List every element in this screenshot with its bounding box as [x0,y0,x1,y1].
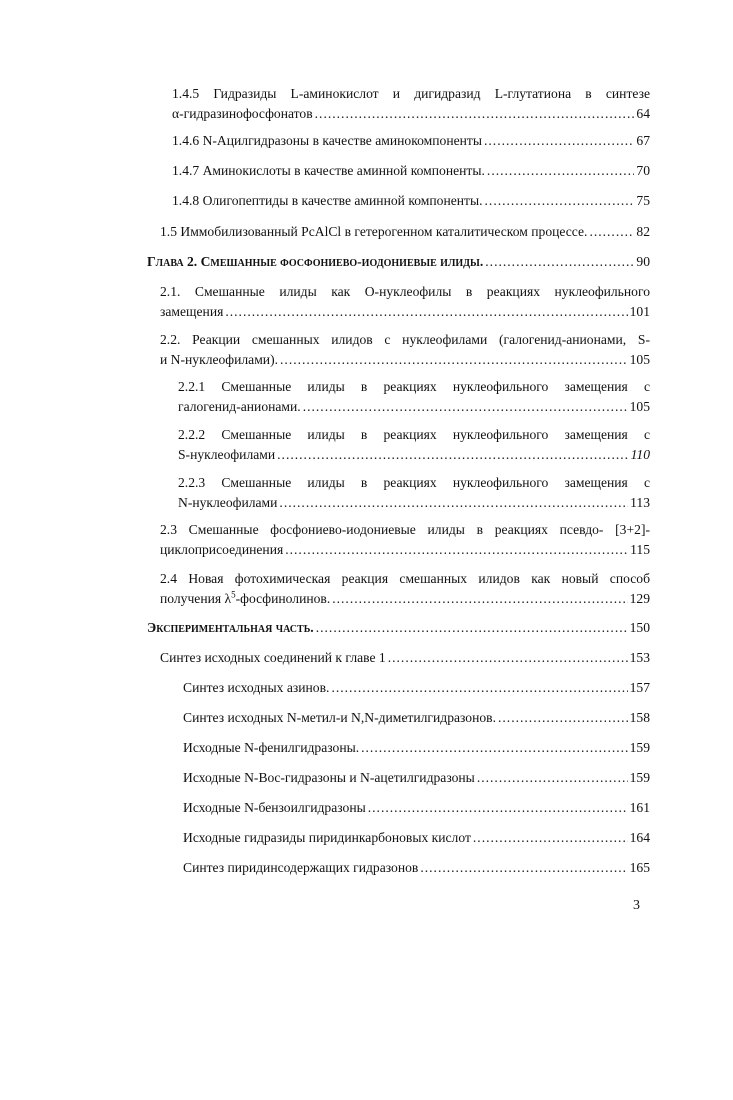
toc-entry-2-2-2 [178,425,650,465]
toc-entry-line2: α-гидразинофосфонатов [172,106,313,121]
leader-dots [368,798,628,818]
toc-entry-title: Синтез пиридинсодержащих гидразонов [183,860,419,875]
toc-entry-title: 1.5 Иммобилизованный PcAlCl в гетерогенном каталитическом процессе. [160,224,588,239]
toc-page-number: 75 [636,193,650,208]
toc-page-number: 110 [630,447,650,462]
toc-synthesis-methylhydrazones [183,708,650,728]
toc-entry-line1: 2.1. Смешанные илиды как О-нуклеофилы в реакциях нуклеофильного [160,284,650,299]
toc-entry-line2: и N-нуклеофилами). [160,352,279,367]
leader-dots [277,445,628,465]
toc-page-number: 150 [629,620,650,635]
leader-dots [225,302,627,322]
toc-synthesis-ch1 [160,648,650,668]
leader-dots [331,678,627,698]
toc-entry-1-4-7 [172,161,650,181]
toc-synthesis-azines [183,678,650,698]
toc-benzoylhydrazones [183,798,650,818]
leader-dots [285,540,628,560]
toc-entry-line1: 2.3 Смешанные фосфониево-иодониевые илиды в реакциях псевдо- [3+2]- [160,522,650,537]
toc-page-number: 115 [630,542,650,557]
superscript: 5 [231,589,236,600]
toc-entry-line1: 1.4.5 Гидразиды L-аминокислот и дигидразид L-глутатиона в синтезе [172,86,650,101]
toc-chapter-2 [147,252,650,272]
toc-page-number: 90 [636,254,650,269]
toc-entry-title: Исходные N-фенилгидразоны. [183,740,360,755]
toc-entry-line1: 2.2.3 Смешанные илиды в реакциях нуклеофильного замещения с [178,475,650,490]
toc-entry-line2 [160,589,330,609]
leader-dots [589,222,634,242]
leader-dots [498,708,628,728]
toc-entry-line2: галогенид-анионами. [178,399,301,414]
toc-entry-2-2-3 [178,473,650,513]
toc-page-number: 153 [629,650,650,665]
toc-entry-line2: циклоприсоединения [160,542,284,557]
toc-entry-line2: N-нуклеофилами [178,495,278,510]
toc-entry-1-4-8 [172,191,650,211]
toc-entry-2-3 [160,520,650,560]
leader-dots [487,161,634,181]
leader-dots [473,828,628,848]
toc-entry-2-2 [160,330,650,370]
toc-page-number: 161 [629,800,650,815]
toc-page-number: 159 [629,770,650,785]
leader-dots [477,768,628,788]
line2-prefix: получения λ [160,591,232,606]
toc-entry-line1: 2.2.2 Смешанные илиды в реакциях нуклеофильного замещения с [178,427,650,442]
toc-page-number: 82 [636,224,650,239]
toc-phenylhydrazones [183,738,650,758]
toc-page-number: 64 [636,106,650,121]
toc-entry-2-2-1 [178,377,650,417]
leader-dots [420,858,627,878]
toc-entry-line2: замещения [160,304,224,319]
leader-dots [484,131,634,151]
toc-entry-2-4 [160,569,650,609]
toc-entry-title: Исходные N-бензоилгидразоны [183,800,366,815]
toc-page-number: 67 [636,133,650,148]
page-number: 3 [633,898,640,913]
toc-entry-title: Синтез исходных соединений к главе 1 [160,650,386,665]
toc-page-number: 101 [629,304,650,319]
toc-pyridine-hydrazones [183,858,650,878]
leader-dots [315,104,635,124]
line2-suffix: -фосфинолинов. [235,591,331,606]
toc-entry-title: 1.4.7 Аминокислоты в качестве аминной компоненты. [172,163,485,178]
toc-entry-title: Синтез исходных N-метил-и N,N-диметилгидразонов. [183,710,496,725]
toc-page-number: 165 [629,860,650,875]
toc-pyridine-hydrazides [183,828,650,848]
chapter-title: Экспериментальная часть. [147,620,314,635]
toc-page-number: 105 [629,352,650,367]
leader-dots [332,589,627,609]
toc-entry-title: Синтез исходных азинов. [183,680,330,695]
toc-experimental [147,618,650,638]
toc-page-number: 70 [636,163,650,178]
toc-page-number: 105 [629,399,650,414]
leader-dots [303,397,628,417]
toc-entry-1-4-6 [172,131,650,151]
toc-page-number: 159 [629,740,650,755]
toc-entry-1-5 [160,222,650,242]
toc-entry-line2: S-нуклеофилами [178,447,276,462]
toc-entry-title: 1.4.6 N-Ацилгидразоны в качестве аминокомпоненты [172,133,482,148]
toc-entry-line1: 2.4 Новая фотохимическая реакция смешанных илидов как новый способ [160,571,650,586]
leader-dots [361,738,627,758]
toc-entry-title: Исходные N-Boc-гидразоны и N-ацетилгидразоны [183,770,475,785]
leader-dots [280,350,628,370]
leader-dots [485,191,635,211]
toc-entry-2-1 [160,282,650,322]
toc-page-number: 113 [630,495,650,510]
toc-entry-title: Исходные гидразиды пиридинкарбоновых кислот [183,830,471,845]
toc-entry-line1: 2.2. Реакции смешанных илидов с нуклеофилами (галогенид-анионами, S- [160,332,650,347]
toc-entry-line1: 2.2.1 Смешанные илиды в реакциях нуклеофильного замещения с [178,379,650,394]
toc-boc-hydrazones [183,768,650,788]
toc-page-number: 129 [629,591,650,606]
toc-page-number: 158 [629,710,650,725]
leader-dots [485,252,634,272]
leader-dots [279,493,628,513]
leader-dots [388,648,628,668]
toc-entry-1-4-5 [172,84,650,124]
toc-page-number: 157 [629,680,650,695]
toc-entry-title: 1.4.8 Олигопептиды в качестве аминной компоненты. [172,193,483,208]
leader-dots [316,618,628,638]
toc-page-number: 164 [629,830,650,845]
chapter-title: Глава 2. Смешанные фосфониево-иодониевые илиды. [147,254,484,269]
